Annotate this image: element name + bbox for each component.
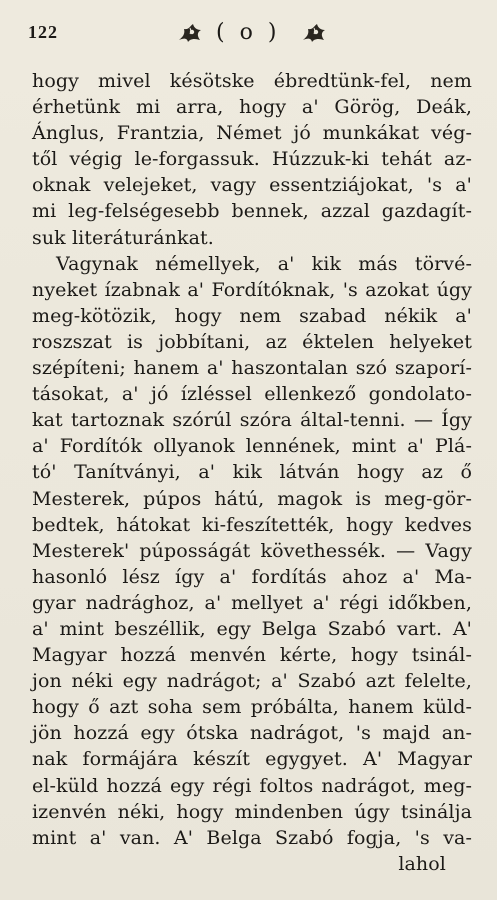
text-line: tó' Tanítványi, a' kik látván hogy az ő [32,461,472,484]
running-head [28,18,468,50]
text-line: bedtek, hátokat ki-feszítették, hogy kedves [32,513,472,536]
text-line: izenvén néki, hogy mindenben úgy tsinálja [32,800,472,823]
text-line: érhetünk mi arra, hogy a' Görög, Deák, [32,96,472,119]
header-center-mark: ( o ) [216,20,281,45]
text-line: meg-kötözik, hogy nem szabad nékik a' [32,304,472,327]
left-ornament-icon [176,20,204,44]
body-text [32,68,472,877]
text-line: től végig le-forgassuk. Húzzuk-ki tehát az- [32,148,472,171]
text-line: szépíteni; hanem a' haszontalan szó szaporí- [32,357,472,380]
text-line: kat tartoznak szórúl szóra által-tenni. — Így [32,409,472,432]
text-line: a' mint beszéllik, egy Belga Szabó vart. A' [32,617,472,640]
text-line: suk literáturánkat. [32,226,214,249]
text-line: hogy mivel késötske ébredtünk-fel, nem [32,70,472,92]
text-line: tásokat, a' jó ízléssel ellenkező gondolato- [32,383,472,406]
text-line: mi leg-felségesebb bennek, azzal gazdagít- [32,200,472,223]
text-line: Vagynak némellyek, a' kik más törvé- [56,252,472,275]
text-line: gyar nadrághoz, a' mellyet a' régi időkben, [32,591,472,614]
text-line: lahol [398,852,446,875]
text-line: mint a' van. A' Belga Szabó fogja, 's va- [32,826,472,849]
text-line: roszszat is jobbítani, az éktelen helyeket [32,330,472,353]
text-line: Mesterek, púpos hátú, magok is meg-gör- [32,487,472,510]
right-ornament-icon [300,20,328,44]
text-line: jön hozzá egy ótska nadrágot, 's majd an- [32,722,472,745]
text-line: Mesterek' púposságát követhessék. — Vagy [32,539,472,562]
page-number: 122 [28,22,58,42]
text-line: Ánglus, Frantzia, Német jó munkákat vég- [32,122,472,145]
text-line: jon néki egy nadrágot; a' Szabó azt felelte, [32,670,472,693]
text-line: nyeket ízabnak a' Fordítóknak, 's azokat úgy [32,278,472,301]
text-line: el-küld hozzá egy régi foltos nadrágot, meg- [32,774,472,797]
text-line: hogy ő azt soha sem próbálta, hanem küld- [32,696,472,719]
text-line: oknak velejeket, vagy essentziájokat, 's a' [32,174,472,197]
text-line: hasonló lész így a' fordítás ahoz a' Ma- [32,565,472,588]
text-line: nak formájára készít egygyet. A' Magyar [32,748,472,771]
text-line: Magyar hozzá menvén kérte, hogy tsinál- [32,644,472,667]
text-line: a' Fordítók ollyanok lennének, mint a' Plá- [32,435,472,458]
